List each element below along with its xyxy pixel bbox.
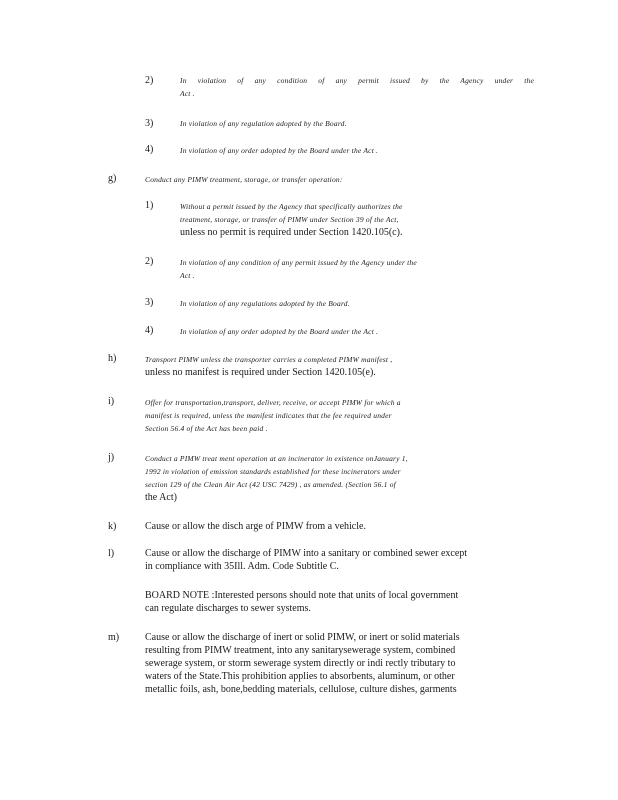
item-label: k) — [108, 521, 117, 532]
item-label: 3) — [145, 118, 154, 129]
text-line: unless no manifest is required under Section 1420.105(e). — [145, 367, 376, 378]
text-line: In violation of any condition of any permit issued by the Agency under the — [180, 258, 417, 267]
item-label: m) — [108, 632, 120, 643]
text-line: section 129 of the Clean Air Act (42 USC 7429) , as amended. (Section 56.1 of — [145, 480, 396, 489]
text-line: Cause or allow the disch arge of PIMW from a vehicle. — [145, 521, 366, 532]
board-note — [145, 589, 517, 615]
text-line: resulting from PIMW treatment, into any sanitarysewerage system, combined — [145, 645, 456, 656]
text-line: Cause or allow the discharge of PIMW into a sanitary or combined sewer except — [145, 548, 468, 559]
item-text — [180, 200, 514, 239]
text-line: can regulate discharges to sewer systems. — [145, 603, 311, 614]
item-label: i) — [108, 396, 115, 407]
item-text — [145, 520, 435, 533]
item-label: h) — [108, 353, 117, 364]
text-line: treatment, storage, or transfer of PIMW under Section 39 of the Act, — [180, 215, 399, 224]
text-line: Cause or allow the discharge of inert or solid PIMW, or inert or solid materials — [145, 632, 460, 643]
item-label: j) — [108, 452, 115, 463]
item-text — [180, 325, 480, 338]
item-label: 4) — [145, 144, 154, 155]
text-line: Without a permit issued by the Agency that specifically authorizes the — [180, 202, 403, 211]
item-text — [145, 173, 430, 186]
text-line: In violation of any order adopted by the Board under the Act . — [180, 327, 379, 336]
item-text — [180, 297, 440, 310]
text-line: unless no permit is required under Section 1420.105(c). — [180, 227, 403, 238]
text-line: In violation of any condition of any permit issued by the Agency under the — [180, 76, 534, 85]
text-line: manifest is required, unless the manifest indicates that the fee required under — [145, 411, 392, 420]
item-label: 1) — [145, 200, 154, 211]
item-text — [145, 547, 535, 573]
text-line: 1992 in violation of emission standards established for these incinerators under — [145, 467, 401, 476]
item-text — [145, 396, 533, 435]
item-text — [180, 117, 430, 130]
text-line: the Act) — [145, 492, 177, 503]
item-label: l) — [108, 548, 115, 559]
text-line: Act . — [180, 89, 195, 98]
text-line: Offer for transportation,transport, deliver, receive, or accept PIMW for which a — [145, 398, 401, 407]
text-line: In violation of any order adopted by the Board under the Act . — [180, 146, 379, 155]
item-label: 3) — [145, 297, 154, 308]
text-line: waters of the State.This prohibition applies to absorbents, aluminum, or other — [145, 671, 455, 682]
text-line: BOARD NOTE :Interested persons should note that units of local government — [145, 590, 459, 601]
item-label: g) — [108, 173, 117, 184]
text-line: in compliance with 35Ill. Adm. Code Subtitle C. — [145, 561, 339, 572]
text-line: Conduct any PIMW treatment, storage, or transfer operation: — [145, 175, 343, 184]
text-line: Transport PIMW unless the transporter carries a completed PIMW manifest , — [145, 355, 393, 364]
item-text — [145, 353, 521, 379]
item-text — [180, 144, 480, 157]
text-line: metallic foils, ash, bone,bedding materials, cellulose, culture dishes, garments — [145, 684, 457, 695]
text-line: Conduct a PIMW treat ment operation at an incinerator in existence onJanuary 1, — [145, 454, 408, 463]
item-text — [145, 631, 517, 696]
text-line: Act . — [180, 271, 195, 280]
item-text — [180, 74, 534, 100]
text-line: In violation of any regulation adopted by the Board. — [180, 119, 347, 128]
text-line: Section 56.4 of the Act has been paid . — [145, 424, 268, 433]
item-label: 2) — [145, 256, 154, 267]
item-label: 4) — [145, 325, 154, 336]
item-label: 2) — [145, 75, 154, 86]
text-line: sewerage system, or storm sewerage system directly or indi rectly tributary to — [145, 658, 456, 669]
text-line: In violation of any regulations adopted by the Board. — [180, 299, 350, 308]
item-text — [180, 256, 534, 282]
item-text — [145, 452, 535, 504]
